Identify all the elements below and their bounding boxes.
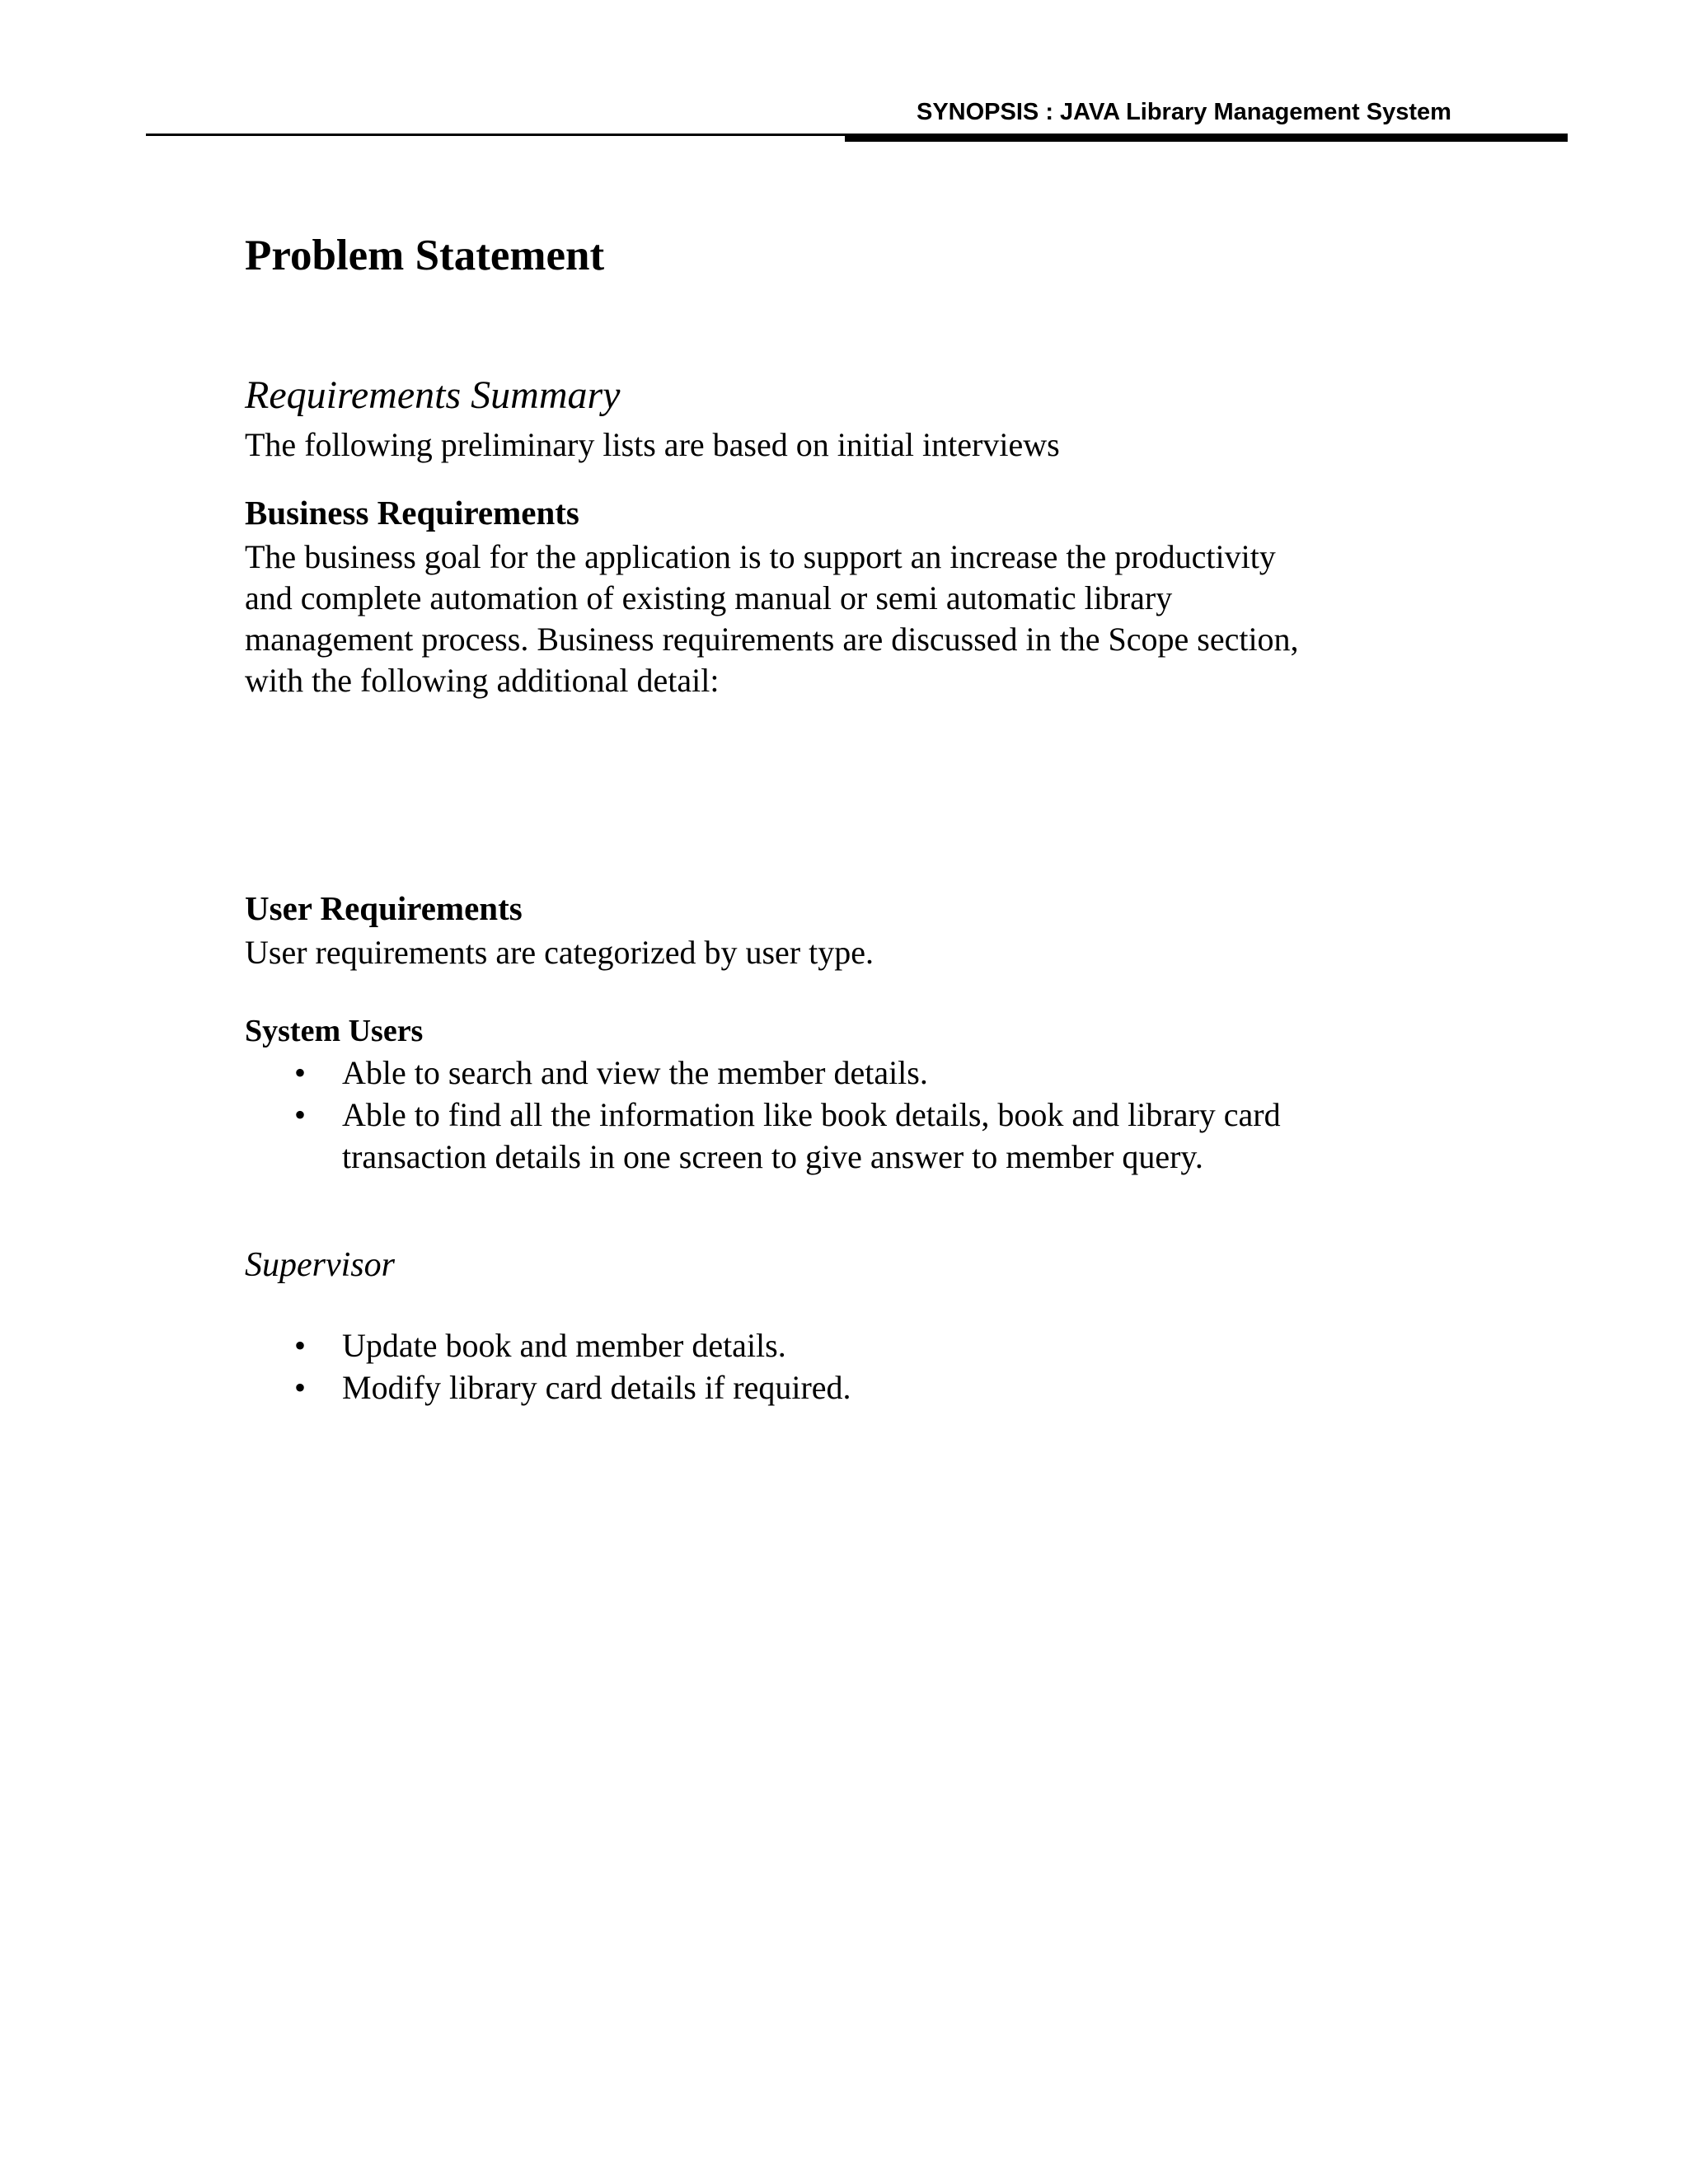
list-item-text-line: Able to find all the information like book details, book and library card [342, 1096, 1281, 1133]
requirements-summary-heading: Requirements Summary [245, 373, 621, 417]
system-users-heading: System Users [245, 1014, 424, 1048]
business-requirements-line: management process. Business requirements are discussed in the Scope section, [245, 621, 1299, 658]
user-requirements-intro: User requirements are categorized by user type. [245, 934, 874, 971]
business-requirements-line: The business goal for the application is to support an increase the productivity [245, 538, 1276, 575]
business-requirements-body [245, 537, 1440, 701]
user-requirements-heading: User Requirements [245, 889, 523, 927]
page-title: Problem Statement [245, 232, 605, 279]
bullet-icon: • [294, 1369, 307, 1406]
list-item [245, 1052, 1440, 1094]
list-item-text: Able to search and view the member details. [342, 1054, 928, 1091]
business-requirements-heading: Business Requirements [245, 494, 579, 532]
requirements-summary-intro: The following preliminary lists are based on initial interviews [245, 426, 1060, 463]
supervisor-list [245, 1324, 1440, 1408]
business-requirements-line: with the following additional detail: [245, 662, 720, 699]
bullet-icon: • [294, 1327, 307, 1364]
list-item-text-line: transaction details in one screen to give answer to member query. [342, 1138, 1203, 1175]
list-item [245, 1366, 1440, 1408]
list-item [245, 1324, 1440, 1366]
supervisor-heading: Supervisor [245, 1246, 395, 1284]
document-body [245, 223, 1440, 1408]
header-rule-thick [845, 135, 1568, 142]
running-header: SYNOPSIS : JAVA Library Management System [917, 99, 1451, 125]
list-item-text: Update book and member details. [342, 1327, 786, 1364]
list-item [245, 1094, 1440, 1178]
bullet-icon: • [294, 1096, 307, 1133]
bullet-icon: • [294, 1054, 307, 1091]
system-users-list [245, 1052, 1440, 1178]
business-requirements-line: and complete automation of existing manual or semi automatic library [245, 579, 1173, 616]
list-item-text: Modify library card details if required. [342, 1369, 851, 1406]
